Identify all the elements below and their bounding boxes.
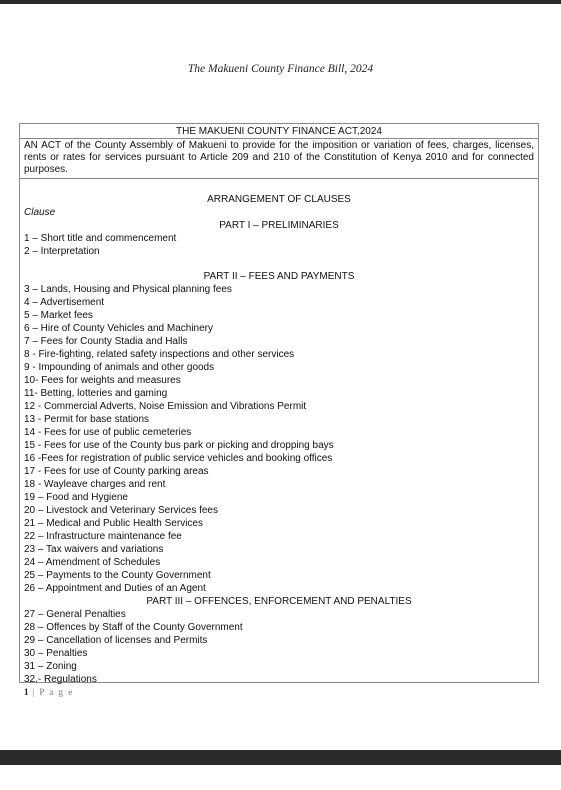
part-heading-1: PART I – PRELIMINARIES [219, 220, 339, 231]
list-item: 7 – Fees for County Stadia and Halls [24, 336, 188, 347]
list-item: 10- Fees for weights and measures [24, 375, 181, 386]
list-item: 1 – Short title and commencement [24, 233, 177, 244]
top-window-bar [0, 0, 561, 4]
list-item: 9 - Impounding of animals and other goods [24, 362, 215, 373]
list-item: 8 - Fire-fighting, related safety inspections and other services [24, 349, 295, 360]
act-title: THE MAKUENI COUNTY FINANCE ACT,2024 [176, 126, 382, 137]
list-item: 14 - Fees for use of public cemeteries [24, 427, 192, 438]
list-item: 24 – Amendment of Schedules [24, 557, 161, 568]
page-footer [24, 687, 74, 697]
page-separator: | [32, 687, 36, 697]
list-item: 30 – Penalties [24, 648, 88, 659]
list-item: 15 - Fees for use of the County bus park or picking and dropping bays [24, 440, 334, 451]
list-item: 26 – Appointment and Duties of an Agent [24, 583, 206, 594]
arrangement-title: ARRANGEMENT OF CLAUSES [207, 194, 351, 205]
document-table [19, 123, 539, 683]
clause-list-part-3 [20, 608, 538, 686]
part-heading-2: PART II – FEES AND PAYMENTS [203, 271, 355, 282]
list-item: 32.- Regulations [24, 674, 97, 685]
list-item: 28 – Offences by Staff of the County Government [24, 622, 243, 633]
act-description: AN ACT of the County Assembly of Makueni to provide for the imposition or variation of fees, charges, licenses, rents or rates for services pursuant to Article 209 and 210 of the Constitution of Kenya 2010 and for connected purposes. [20, 138, 538, 179]
list-item: 19 – Food and Hygiene [24, 492, 128, 503]
list-item: 31 – Zoning [24, 661, 77, 672]
list-item: 27 – General Penalties [24, 609, 126, 620]
list-item: 3 – Lands, Housing and Physical planning fees [24, 284, 232, 295]
clause-column-label: Clause [24, 207, 56, 218]
list-item: 29 – Cancellation of licenses and Permits [24, 635, 208, 646]
list-item: 25 – Payments to the County Government [24, 570, 211, 581]
list-item: 22 – Infrastructure maintenance fee [24, 531, 182, 542]
clause-list-part-2 [20, 283, 538, 595]
list-item: 2 – Interpretation [24, 246, 100, 257]
page-header-title: The Makueni County Finance Bill, 2024 [187, 63, 374, 75]
list-item: 13 - Permit for base stations [24, 414, 150, 425]
part-heading-3: PART III – OFFENCES, ENFORCEMENT AND PENALTIES [146, 596, 412, 607]
list-item: 4 – Advertisement [24, 297, 105, 308]
list-item: 23 – Tax waivers and variations [24, 544, 164, 555]
list-item: 5 – Market fees [24, 310, 93, 321]
list-item: 18 - Wayleave charges and rent [24, 479, 166, 490]
list-item: 16 -Fees for registration of public service vehicles and booking offices [24, 453, 333, 464]
list-item: 21 – Medical and Public Health Services [24, 518, 203, 529]
page-number: 1 [24, 687, 29, 697]
clause-list-part-1 [20, 232, 538, 258]
list-item: 12 - Commercial Adverts, Noise Emission and Vibrations Permit [24, 401, 307, 412]
list-item: 20 – Livestock and Veterinary Services fees [24, 505, 218, 516]
list-item: 17 - Fees for use of County parking areas [24, 466, 209, 477]
list-item: 6 – Hire of County Vehicles and Machinery [24, 323, 213, 334]
bottom-window-bar [0, 750, 561, 765]
list-item: 11- Betting, lotteries and gaming [24, 388, 168, 399]
page-word: P a g e [39, 687, 74, 697]
